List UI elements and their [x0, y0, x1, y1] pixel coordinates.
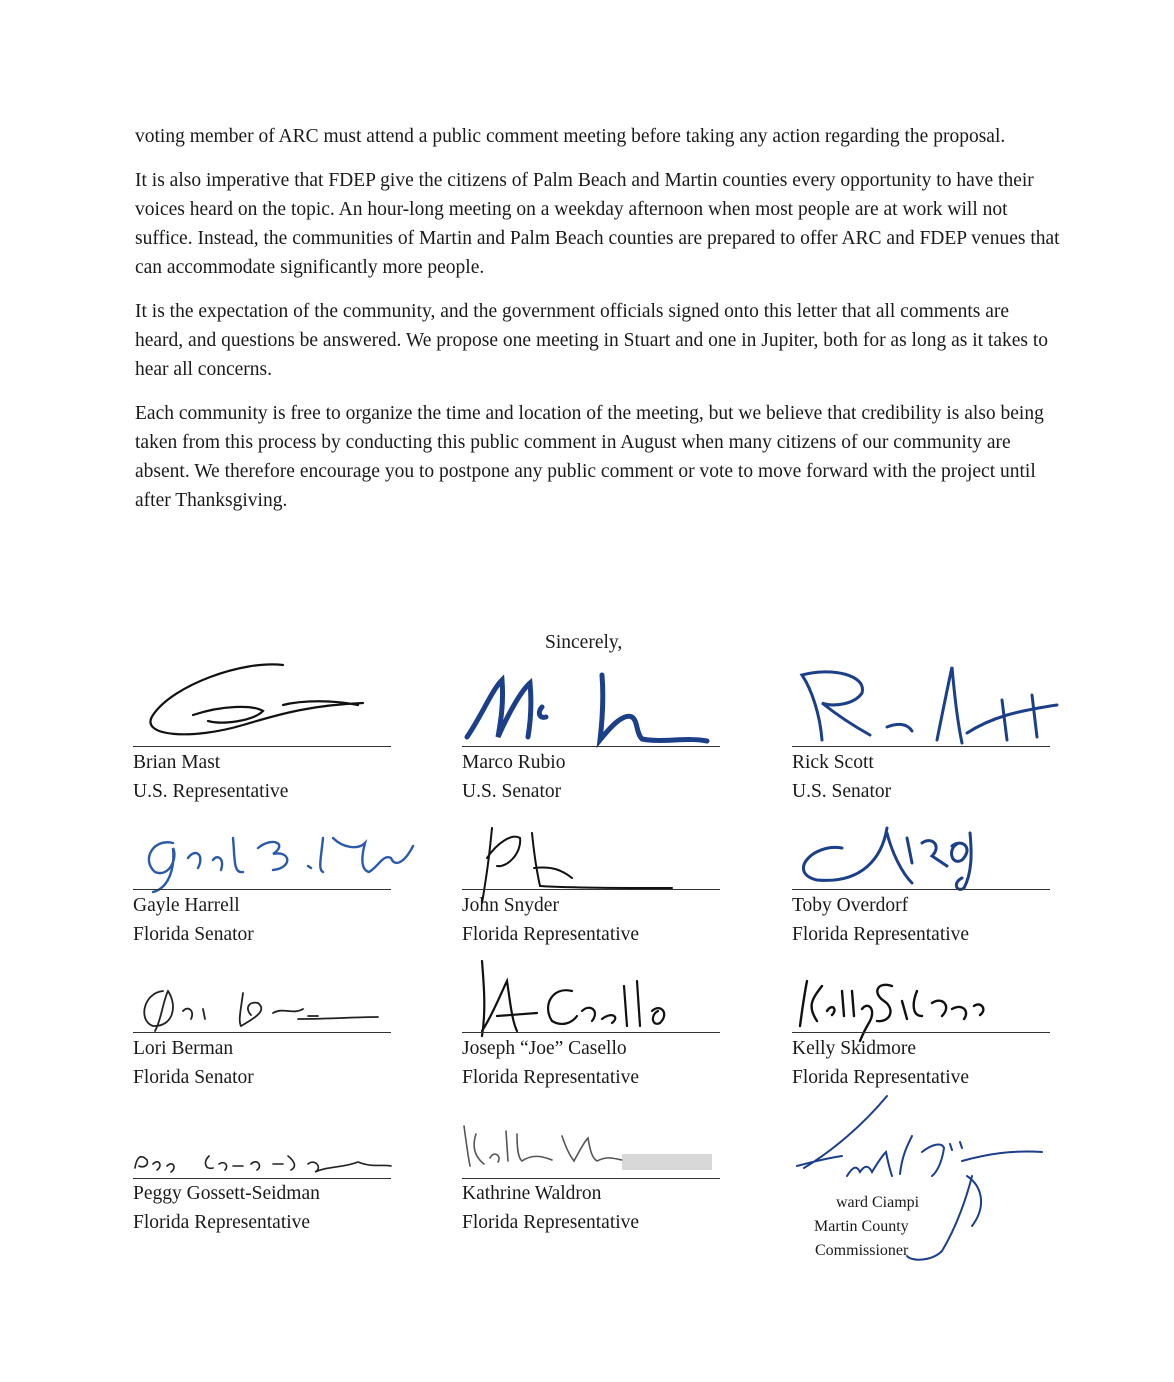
signature-line [792, 746, 1050, 747]
ciampi-name: ward Ciampi [836, 1194, 920, 1211]
signatory-name: Kathrine Waldron [462, 1183, 602, 1204]
handwritten-signature-mast [133, 645, 423, 755]
signature-line [133, 746, 391, 747]
signature-line [462, 1178, 720, 1179]
signature-line [462, 1032, 720, 1033]
paragraph-4: Each community is free to organize the time and location of the meeting, but we believe that credibility is also being taken from this process by conducting this public comment in August when many citizens of our community are absent. We therefore encourage you to postpone any public comment or vote to move forward with the project until after Thanksgiving. [135, 403, 1044, 511]
sig-stroke [802, 667, 1057, 743]
signature-line [462, 889, 720, 890]
sig-smudge [622, 1154, 712, 1170]
handwritten-signature-skidmore [792, 931, 1082, 1041]
sig-stroke [803, 828, 971, 889]
signatory-name: Brian Mast [133, 752, 221, 773]
sig-stroke [482, 961, 664, 1036]
handwritten-signature-rubio [462, 645, 752, 755]
sig-stroke [135, 1156, 391, 1172]
signatory-title: Florida Representative [792, 1067, 970, 1088]
signatory-name: Marco Rubio [462, 752, 566, 773]
handwritten-signature-gossett-seidman [133, 1076, 423, 1186]
signatory-title: Florida Representative [462, 1067, 640, 1088]
paragraph-3: It is the expectation of the community, and the government officials signed onto this letter that all comments are heard, and questions be answered. We propose one meeting in Stuart and one in Jupiter, both for as long as it takes to hear all concerns. [135, 301, 1049, 380]
sig-stroke [149, 838, 413, 892]
signatory-title: Florida Representative [462, 924, 640, 945]
handwritten-signature-scott [792, 645, 1082, 755]
paragraph-2: It is also imperative that FDEP give the citizens of Palm Beach and Martin counties every opportunity to have their voices heard on the topic. An hour-long meeting on a weekday afternoon when most people are at work will not suffice. Instead, the communities of Martin and Palm Beach counties are prepared to offer ARC and FDEP venues that can accommodate significantly more people. [135, 170, 1060, 278]
sig-stroke [467, 675, 707, 741]
signature-line [133, 1032, 391, 1033]
signatory-name: Toby Overdorf [792, 895, 909, 916]
signatory-title: U.S. Representative [133, 781, 289, 802]
signatory-name: Peggy Gossett-Seidman [133, 1183, 320, 1204]
paragraph-1: voting member of ARC must attend a public comment meeting before taking any action regarding the proposal. [135, 126, 1006, 147]
signatory-name: John Snyder [462, 895, 559, 916]
signatory-title: Florida Senator [133, 1067, 254, 1088]
handwritten-signature-snyder [462, 788, 752, 898]
sig-stroke [150, 664, 363, 734]
signatory-title: Florida Representative [792, 924, 970, 945]
handwritten-signature-harrell [133, 788, 423, 898]
handwritten-signature-berman [133, 931, 423, 1041]
handwritten-signature-overdorf [792, 788, 1082, 898]
letter-body [135, 122, 1060, 530]
signature-line [792, 889, 1050, 890]
handwritten-signature-waldron [462, 1076, 752, 1186]
signatory-title: U.S. Senator [792, 781, 892, 802]
closing-sincerely: Sincerely, [545, 632, 623, 653]
handwritten-signature-casello [462, 931, 752, 1041]
signatory-title: U.S. Senator [462, 781, 562, 802]
signatory-name: Rick Scott [792, 752, 874, 773]
signatory-title: Florida Senator [133, 924, 254, 945]
signatory-name: Gayle Harrell [133, 895, 240, 916]
ciampi-office: Martin County [814, 1218, 909, 1235]
signature-line [462, 746, 720, 747]
sig-stroke [482, 828, 672, 903]
signature-line [792, 1032, 1050, 1033]
sig-stroke [464, 1126, 622, 1166]
signatory-title: Florida Representative [133, 1212, 311, 1233]
signatory-name: Lori Berman [133, 1038, 234, 1059]
signatory-name: Joseph “Joe” Casello [462, 1038, 627, 1059]
signature-line [133, 889, 391, 890]
signature-line [133, 1178, 391, 1179]
signatory-title: Florida Representative [462, 1212, 640, 1233]
ciampi-title: Commissioner [815, 1242, 909, 1259]
sig-stroke [144, 991, 378, 1031]
signatory-name: Kelly Skidmore [792, 1038, 917, 1059]
